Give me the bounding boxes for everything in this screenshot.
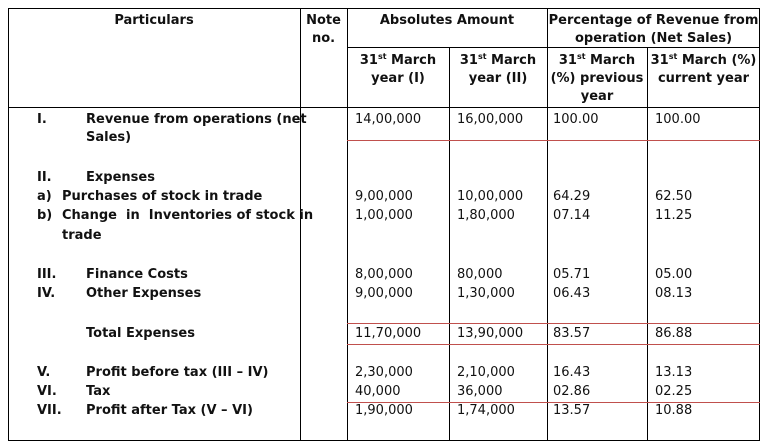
value-year2: 36,000 [457,384,503,399]
value-year2: 16,00,000 [457,112,524,127]
value-year2: 1,30,000 [457,286,515,301]
value-year1: 40,000 [355,384,401,399]
value-year1: 9,00,000 [355,189,413,204]
value-year2: 2,10,000 [457,365,515,380]
header-percentage-line2: operation (Net Sales) [574,31,733,46]
row-label: Profit before tax (III – IV) [86,365,269,380]
value-year1: 8,00,000 [355,267,413,282]
header-pct-current: 31st March (%) [650,52,757,68]
row-label: Finance Costs [86,267,188,282]
header-abs-year1-line2: year (I) [371,71,425,86]
row-label: Total Expenses [86,326,195,341]
col-divider [300,8,301,441]
row-roman: b) [37,208,53,223]
pct-previous: 02.86 [553,384,591,399]
row-roman: VI. [37,384,57,399]
value-year2: 13,90,000 [457,326,524,341]
value-year2: 10,00,000 [457,189,524,204]
pct-previous: 06.43 [553,286,591,301]
header-pct-previous-line3: year [580,89,614,104]
value-year2: 1,80,000 [457,208,515,223]
header-abs-year2: 31st March [459,52,537,68]
row-roman: II. [37,170,52,185]
row-roman: V. [37,365,51,380]
pct-current: 02.25 [655,384,693,399]
pct-previous: 13.57 [553,403,591,418]
header-abs-year1: 31st March [359,52,437,68]
total-underline [347,344,760,345]
row-roman: a) [37,189,52,204]
value-year1: 11,70,000 [355,326,422,341]
value-year1: 1,00,000 [355,208,413,223]
row-label: Tax [86,384,111,399]
row-label: Purchases of stock in trade [62,189,263,204]
pct-current: 86.88 [655,326,693,341]
pct-previous: 05.71 [553,267,591,282]
row-label: Expenses [86,170,155,185]
pct-current: 08.13 [655,286,693,301]
revenue-underline [347,140,760,141]
pct-current: 10.88 [655,403,693,418]
header-particulars: Particulars [114,13,194,28]
pct-previous: 16.43 [553,365,591,380]
pct-previous: 64.29 [553,189,591,204]
value-year2: 80,000 [457,267,503,282]
pct-previous: 07.14 [553,208,591,223]
row-roman: III. [37,267,57,282]
row-roman: VII. [37,403,62,418]
value-year2: 1,74,000 [457,403,515,418]
header-percentage-line1: Percentage of Revenue from [548,13,759,28]
header-abs-year2-line2: year (II) [468,71,528,86]
pct-current: 11.25 [655,208,693,223]
total-overline [347,323,760,324]
header-absolutes: Absolutes Amount [379,13,515,28]
pct-current: 62.50 [655,189,693,204]
value-year1: 14,00,000 [355,112,422,127]
row-label: Profit after Tax (V – VI) [86,403,253,418]
row-label: Change in Inventories of stock in [62,208,314,223]
pct-current: 05.00 [655,267,693,282]
header-pct-previous: 31st March [558,52,636,68]
pct-current: 13.13 [655,365,693,380]
value-year1: 9,00,000 [355,286,413,301]
row-label: Revenue from operations (net [86,112,307,127]
pct-current: 100.00 [655,112,701,127]
pct-previous: 100.00 [553,112,599,127]
pct-previous: 83.57 [553,326,591,341]
row-label: Other Expenses [86,286,202,301]
row-label-cont: Sales) [86,130,132,145]
value-year1: 2,30,000 [355,365,413,380]
header-bottom-rule [8,107,760,108]
row-roman: I. [37,112,47,127]
header-pct-current-line2: current year [657,71,750,86]
value-year1: 1,90,000 [355,403,413,418]
header-subdivider [347,47,760,48]
header-note-line1: Note [306,13,341,28]
row-label-cont: trade [62,228,102,243]
row-roman: IV. [37,286,56,301]
header-pct-previous-line2: (%) previous [550,71,644,86]
header-note-line2: no. [311,31,336,46]
